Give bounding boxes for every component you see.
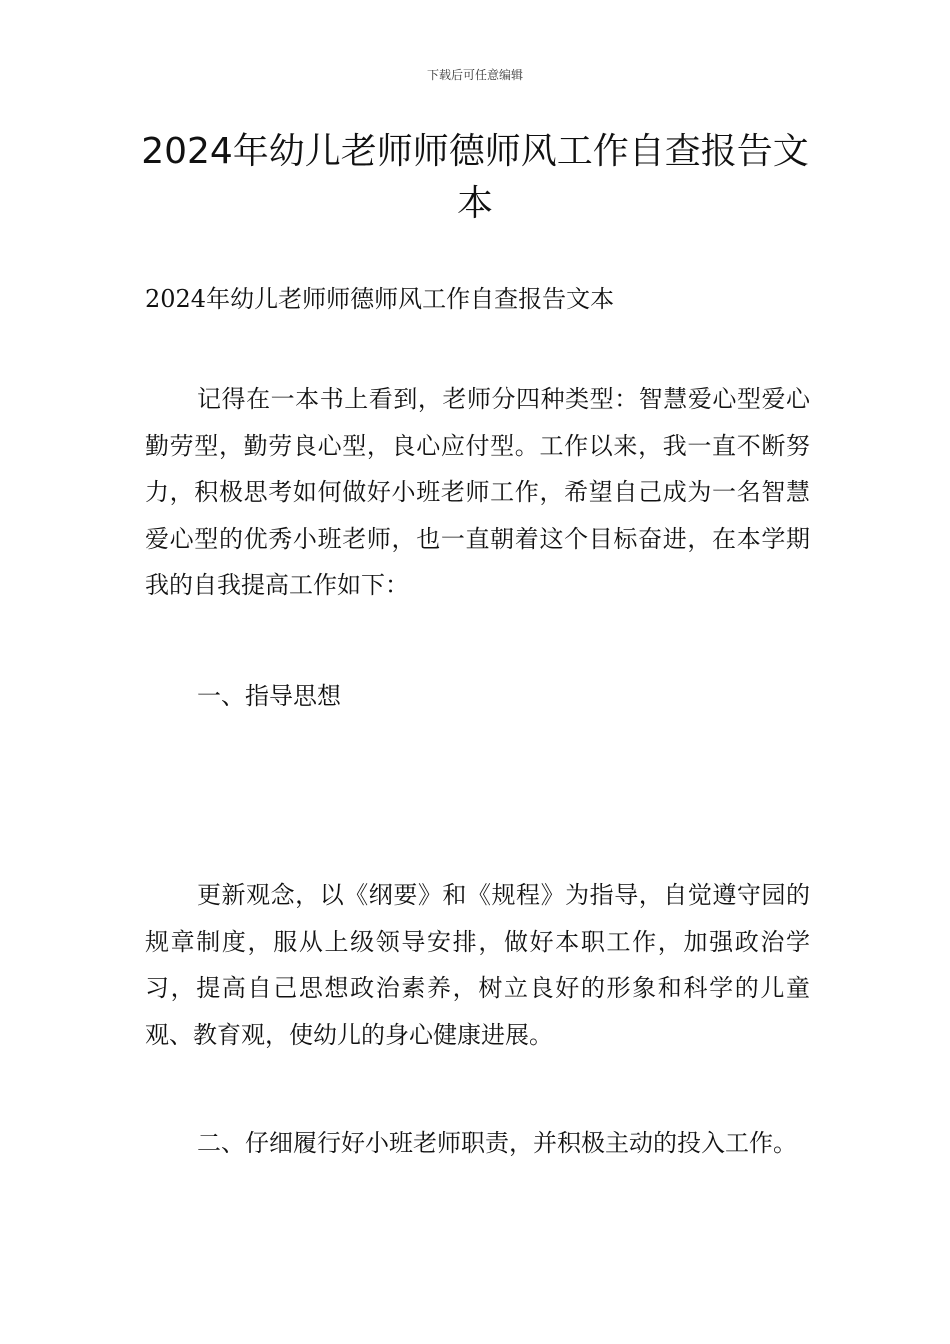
document-title: 2024年幼儿老师师德师风工作自查报告文本	[141, 131, 809, 224]
paragraph-guiding-thought: 更新观念，以《纲要》和《规程》为指导，自觉遵守园的规章制度，服从上级领导安排，做好本职工作，加强政治学习，提高自己思想政治素养，树立良好的形象和科学的儿童观、教育观，使幼儿的身心健康进展。	[145, 881, 810, 1049]
paragraph-intro: 记得在一本书上看到，老师分四种类型：智慧爱心型爱心勤劳型，勤劳良心型，良心应付型。工作以来，我一直不断努力，积极思考如何做好小班老师工作，希望自己成为一名智慧爱心型的优秀小班老师，也一直朝着这个目标奋进，在本学期我的自我提高工作如下：	[145, 385, 810, 599]
section-heading-guiding-thought: 一、指导思想	[197, 682, 341, 710]
section-heading-duties: 二、仔细履行好小班老师职责，并积极主动的投入工作。	[197, 1129, 797, 1157]
header-note: 下载后可任意编辑	[426, 68, 523, 82]
document-subtitle: 2024年幼儿老师师德师风工作自查报告文本	[145, 285, 615, 313]
